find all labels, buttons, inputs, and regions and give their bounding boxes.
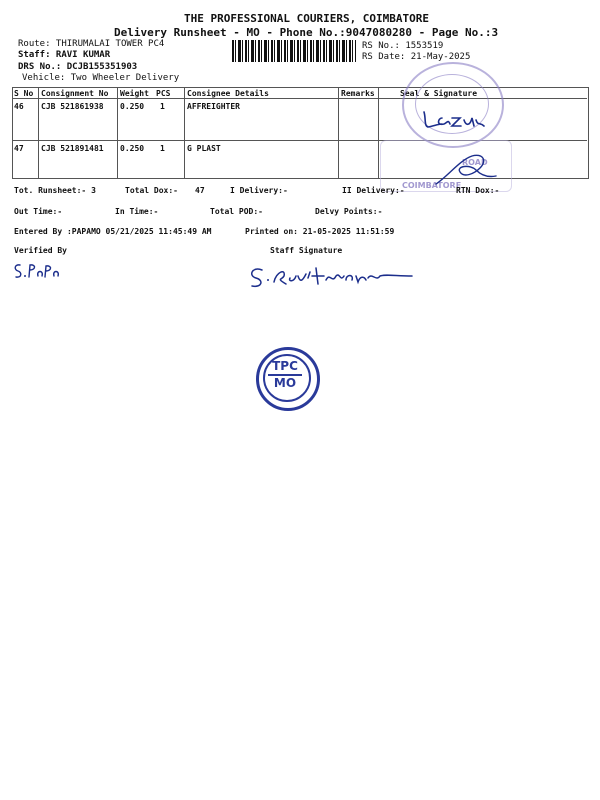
- verified-by-label: Verified By: [14, 246, 67, 255]
- staff-signature-label: Staff Signature: [270, 246, 343, 255]
- table-row-consignment: CJB 521861938: [41, 102, 104, 111]
- header-remarks: Remarks: [341, 89, 375, 98]
- staff-signature: [246, 262, 416, 292]
- header-weight: Weight: [120, 89, 149, 98]
- runsheet-title: Delivery Runsheet - MO - Phone No.:9047080280 - Page No.:3: [114, 26, 499, 39]
- rs-number: RS No.: 1553519: [362, 41, 444, 51]
- i-delivery: I Delivery:-: [230, 186, 288, 195]
- header-consignee: Consignee Details: [187, 89, 269, 98]
- staff-label: Staff: RAVI KUMAR: [18, 50, 111, 60]
- row1-signature: [420, 104, 490, 134]
- total-dox-label: Total Dox:-: [125, 186, 178, 195]
- table-row-weight: 0.250: [120, 102, 145, 111]
- header-seal: Seal & Signature: [400, 89, 478, 98]
- header-consignment: Consignment No: [41, 89, 109, 98]
- table-row-consignment: CJB 521891481: [41, 144, 104, 153]
- table-row-consignee: G PLAST: [187, 144, 221, 153]
- table-row-sno: 47: [14, 144, 24, 153]
- entered-by: Entered By :PAPAMO 05/21/2025 11:45:49 AM: [14, 227, 212, 236]
- tpc-stamp-top: TPC: [272, 359, 298, 373]
- company-title: THE PROFESSIONAL COURIERS, COIMBATORE: [184, 12, 430, 25]
- table-row-weight: 0.250: [120, 144, 145, 153]
- printed-on: Printed on: 21-05-2025 11:51:59: [245, 227, 395, 236]
- total-dox-value: 47: [195, 186, 205, 195]
- out-time: Out Time:-: [14, 207, 63, 216]
- delvy-points: Delvy Points:-: [315, 207, 383, 216]
- col-divider: [338, 87, 339, 178]
- stamp-text-city: COIMBATORE: [402, 181, 462, 190]
- col-divider: [378, 87, 379, 178]
- row2-signature: [430, 150, 500, 190]
- table-row-pcs: 1: [160, 144, 165, 153]
- header-pcs: PCS: [156, 89, 171, 98]
- col-divider: [117, 87, 118, 178]
- table-row-sno: 46: [14, 102, 24, 111]
- ii-delivery: II Delivery:-: [342, 186, 405, 195]
- header-sno: S No: [14, 89, 34, 98]
- total-pod: Total POD:-: [210, 207, 263, 216]
- table-row-pcs: 1: [160, 102, 165, 111]
- in-time: In Time:-: [115, 207, 159, 216]
- drs-number: DRS No.: DCJB155351903: [18, 62, 138, 72]
- verifier-signature: [12, 260, 72, 282]
- tpc-stamp-bottom: MO: [273, 376, 297, 390]
- stamp-text-road: ROAD: [462, 158, 488, 167]
- rtn-dox: RTN Dox:-: [456, 186, 500, 195]
- vehicle-label: Vehicle: Two Wheeler Delivery: [22, 73, 180, 83]
- total-runsheet: Tot. Runsheet:- 3: [14, 186, 96, 195]
- col-divider: [38, 87, 39, 178]
- col-divider: [184, 87, 185, 178]
- route-label: Route: THIRUMALAI TOWER PC4: [18, 39, 165, 49]
- rs-date: RS Date: 21-May-2025: [362, 52, 471, 62]
- barcode: [232, 40, 356, 62]
- table-row-consignee: AFFREIGHTER: [187, 102, 240, 111]
